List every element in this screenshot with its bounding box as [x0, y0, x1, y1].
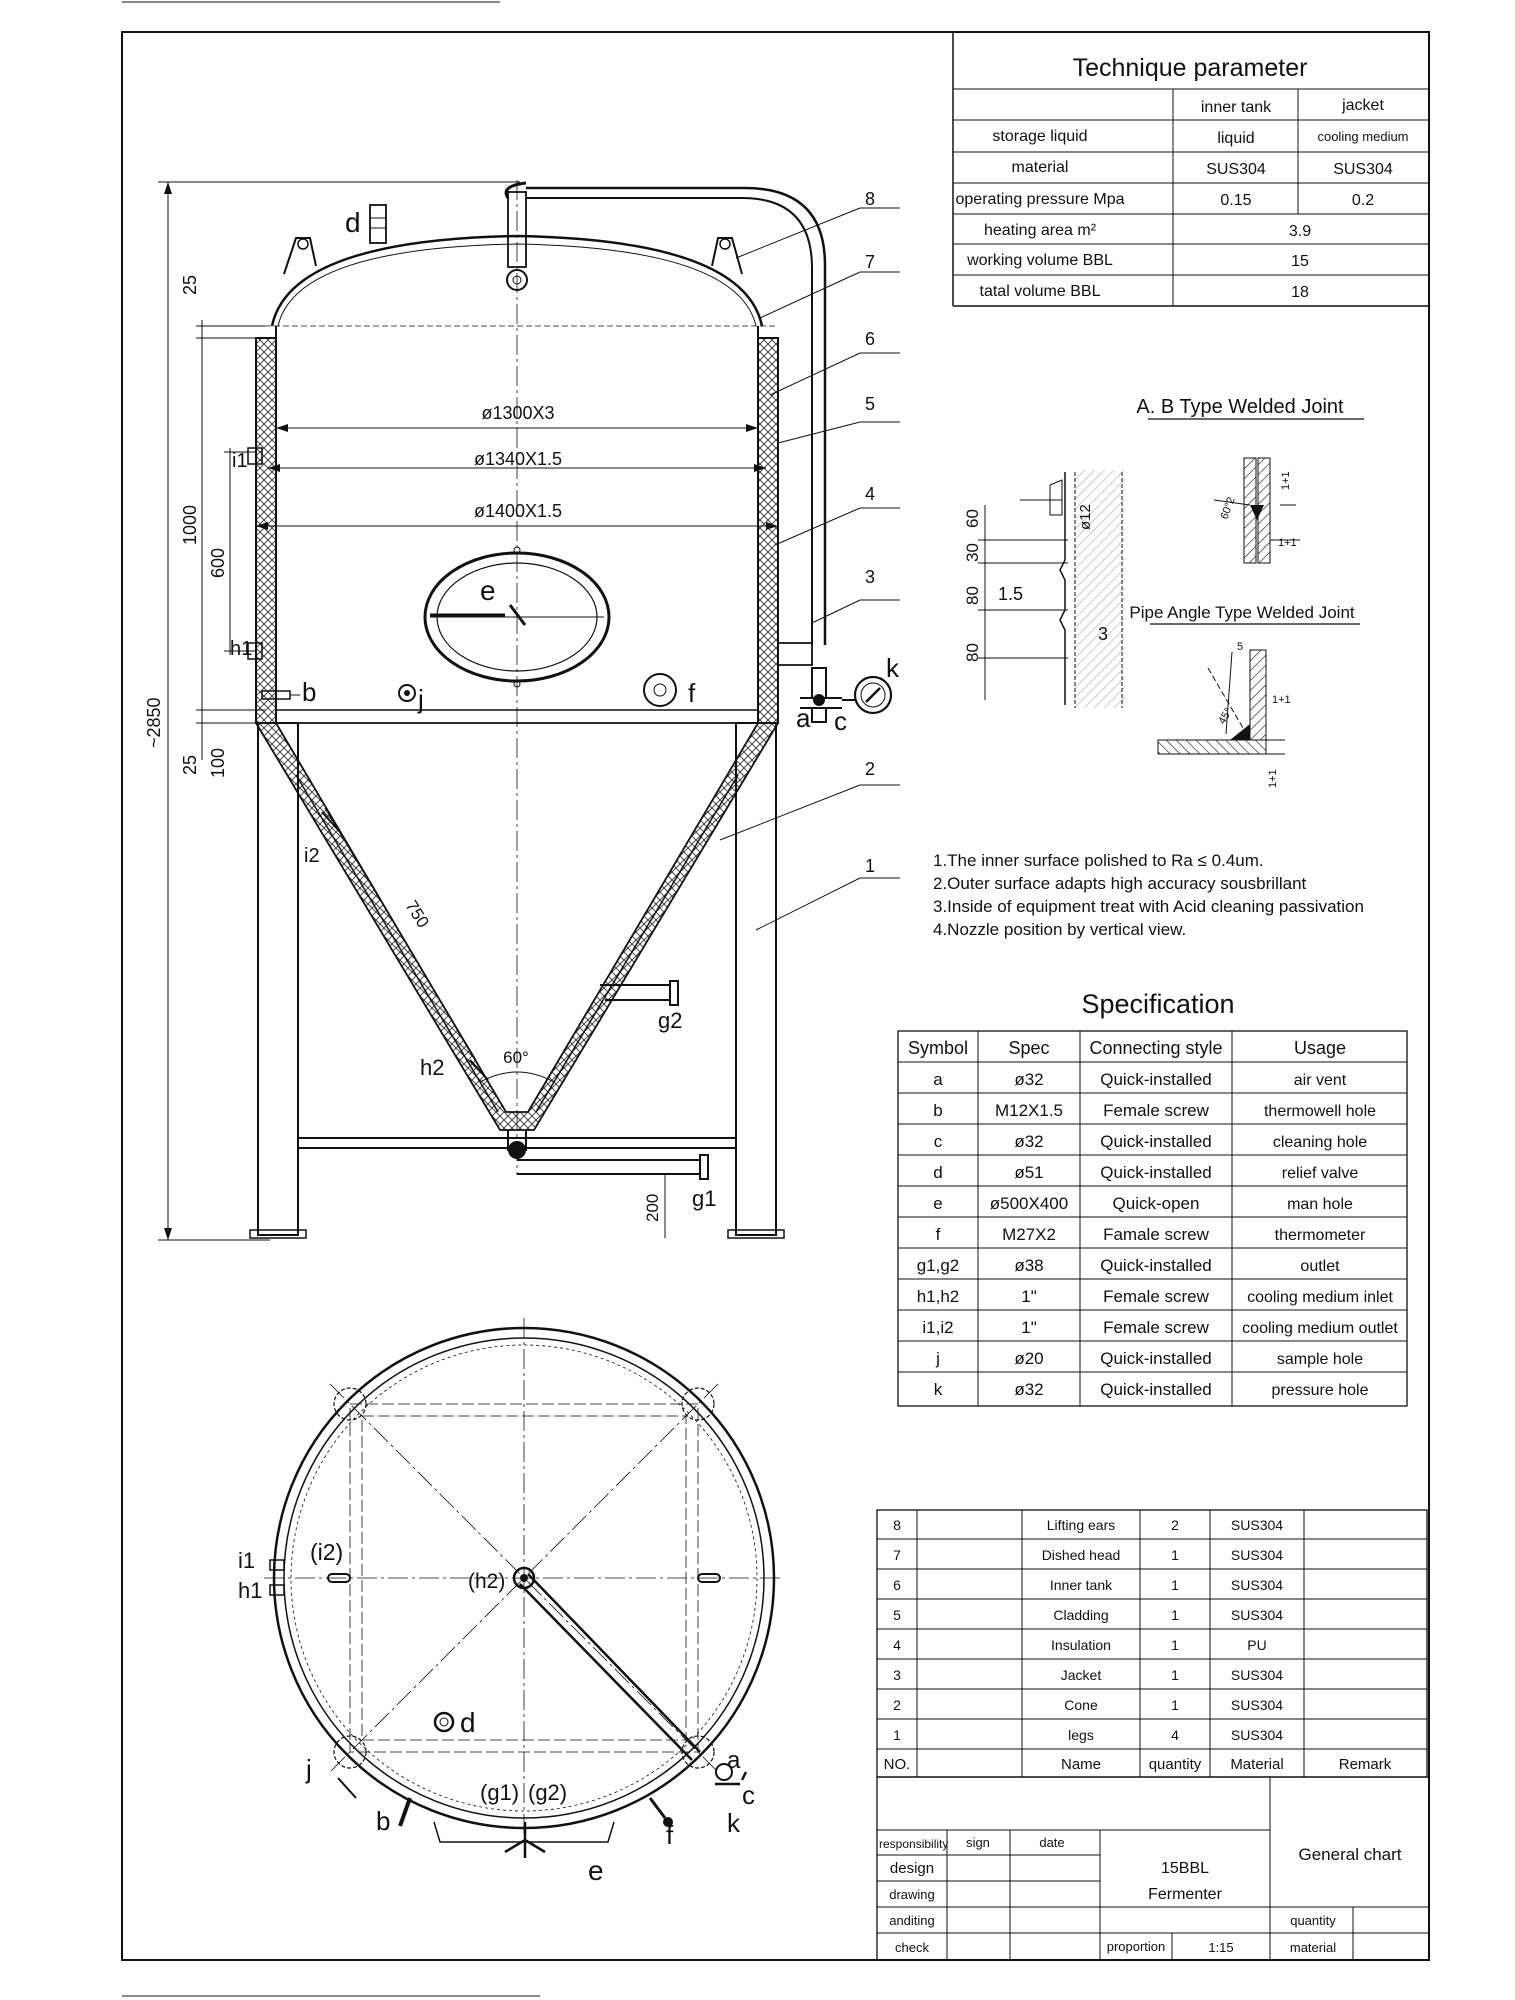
dim-leg-200: 200 — [643, 1193, 662, 1222]
spec-connection: Female screw — [1103, 1287, 1209, 1306]
tb-responsibility: responsibility — [879, 1837, 949, 1851]
dim-25-bottom: 25 — [180, 754, 200, 775]
spec-symbol: c — [933, 1132, 943, 1151]
part-quantity: 1 — [1171, 1697, 1179, 1713]
spec-usage: cleaning hole — [1272, 1134, 1368, 1151]
technique-col-inner: inner tank — [1200, 99, 1272, 116]
technique-row-label: material — [1011, 159, 1069, 176]
technique-row-label: working volume BBL — [967, 252, 1113, 269]
note-line: 3.Inside of equipment treat with Acid cleaning passivation — [933, 897, 1364, 916]
plan-label-i1: i1 — [238, 1548, 256, 1573]
plan-view — [238, 1318, 784, 1886]
spec-symbol: a — [933, 1070, 943, 1089]
weld-label: 1+1 — [1280, 471, 1292, 490]
part-name: Cone — [1064, 1697, 1098, 1713]
spec-connection: Quick-installed — [1100, 1132, 1212, 1151]
spec-connection: Female screw — [1103, 1318, 1209, 1337]
spec-usage: air vent — [1293, 1072, 1347, 1089]
note-line: 1.The inner surface polished to Ra ≤ 0.4um. — [933, 851, 1264, 870]
ab-joint-title: A. B Type Welded Joint — [1136, 396, 1344, 418]
spec-connection: Quick-open — [1112, 1194, 1200, 1213]
weld-label: 5 — [1237, 641, 1244, 653]
tb-sign: sign — [966, 1835, 990, 1850]
spec-size: ø500X400 — [989, 1194, 1069, 1213]
part-quantity: 2 — [1171, 1517, 1179, 1533]
part-name: legs — [1068, 1727, 1094, 1743]
spec-usage: outlet — [1300, 1258, 1340, 1275]
specification-title: Specification — [1081, 989, 1235, 1019]
technique-row-label: heating area m² — [983, 222, 1097, 239]
spec-symbol: e — [933, 1194, 943, 1213]
technique-row-inner: 0.15 — [1220, 192, 1252, 209]
part-material: SUS304 — [1230, 1667, 1284, 1683]
part-name: Lifting ears — [1046, 1517, 1116, 1533]
spec-usage: thermowell hole — [1263, 1103, 1377, 1120]
weld-label: 1+1 — [1272, 694, 1291, 706]
technique-row-label: tatal volume BBL — [979, 283, 1101, 300]
plan-label-d: d — [460, 1707, 476, 1738]
plan-label-j: j — [306, 1754, 312, 1784]
tb-material: material — [1289, 1940, 1337, 1955]
technique-row-label: operating pressure Mpa — [955, 191, 1125, 208]
elevation-view — [144, 180, 900, 1240]
plan-label-k: k — [727, 1808, 740, 1838]
tb-proportion: proportion — [1106, 1939, 1166, 1954]
weld-label: 1+1 — [1267, 769, 1279, 788]
dim-100: 100 — [208, 747, 228, 778]
parts-header: Remark — [1338, 1756, 1392, 1773]
callout-number: 8 — [864, 189, 876, 209]
label-i2: i2 — [304, 845, 320, 867]
spec-size: M12X1.5 — [994, 1101, 1064, 1120]
spec-header: Spec — [1008, 1038, 1050, 1058]
part-material: SUS304 — [1230, 1727, 1284, 1743]
note-line: 4.Nozzle position by vertical view. — [933, 920, 1187, 939]
spec-size: ø20 — [1014, 1349, 1044, 1368]
spec-size: M27X2 — [1002, 1225, 1056, 1244]
dim-cone-angle: 60° — [503, 1048, 529, 1067]
label-k: k — [886, 653, 899, 683]
dim-1000: 1000 — [180, 504, 200, 545]
part-quantity: 1 — [1171, 1637, 1179, 1653]
spec-connection: Quick-installed — [1100, 1163, 1212, 1182]
plan-label-g1-paren: (g1) — [480, 1780, 520, 1805]
part-number: 5 — [893, 1607, 901, 1623]
spec-symbol: j — [936, 1349, 940, 1368]
jacket-dim: 1.5 — [998, 584, 1024, 604]
part-quantity: 1 — [1171, 1577, 1179, 1593]
part-name: Jacket — [1060, 1667, 1102, 1683]
technique-row-span: 15 — [1291, 253, 1309, 270]
plan-label-h1: h1 — [238, 1578, 263, 1603]
spec-usage: cooling medium outlet — [1242, 1320, 1398, 1337]
part-name: Cladding — [1053, 1607, 1109, 1623]
tb-drawing: drawing — [889, 1887, 935, 1902]
jacket-dim: ø12 — [1077, 504, 1094, 530]
part-number: 2 — [893, 1697, 901, 1713]
weld-label: 45° — [1216, 706, 1235, 727]
spec-header: Symbol — [907, 1038, 969, 1058]
part-number: 4 — [893, 1637, 901, 1653]
label-h1: h1 — [230, 638, 253, 660]
spec-symbol: f — [935, 1225, 941, 1244]
dim-mid-diameter: ø1340X1.5 — [473, 449, 563, 469]
spec-symbol: k — [933, 1380, 943, 1399]
label-c: c — [834, 706, 847, 736]
spec-usage: cooling medium inlet — [1247, 1289, 1393, 1306]
spec-header: Connecting style — [1089, 1038, 1223, 1058]
notes — [933, 851, 1364, 939]
label-g2: g2 — [658, 1008, 683, 1033]
label-j: j — [418, 684, 424, 714]
spec-connection: Female screw — [1103, 1101, 1209, 1120]
part-quantity: 1 — [1171, 1547, 1179, 1563]
technique-row-jacket: 0.2 — [1351, 192, 1375, 209]
part-material: SUS304 — [1230, 1607, 1284, 1623]
parts-header: NO. — [883, 1756, 911, 1773]
jacket-dim: 3 — [1098, 624, 1109, 644]
part-material: SUS304 — [1230, 1547, 1284, 1563]
spec-usage: relief valve — [1281, 1165, 1359, 1182]
parts-header: Name — [1060, 1756, 1102, 1773]
callout-number: 6 — [864, 329, 876, 349]
spec-size: ø32 — [1014, 1132, 1044, 1151]
label-g1: g1 — [692, 1186, 717, 1211]
tb-product-line2: Fermenter — [1148, 1886, 1222, 1903]
part-material: SUS304 — [1230, 1517, 1284, 1533]
part-number: 7 — [893, 1547, 901, 1563]
part-material: PU — [1247, 1637, 1267, 1653]
tb-design: design — [889, 1860, 935, 1877]
plan-label-a: a — [727, 1747, 741, 1774]
spec-connection: Quick-installed — [1100, 1070, 1212, 1089]
part-name: Insulation — [1051, 1637, 1111, 1653]
plan-label-g2-paren: (g2) — [528, 1780, 568, 1805]
parts-header: Material — [1230, 1756, 1284, 1773]
spec-connection: Quick-installed — [1100, 1349, 1212, 1368]
spec-header: Usage — [1293, 1038, 1347, 1058]
tb-quantity: quantity — [1290, 1913, 1336, 1928]
part-material: SUS304 — [1230, 1577, 1284, 1593]
plan-label-c: c — [742, 1780, 755, 1810]
dim-overall-height: ~2850 — [144, 697, 164, 748]
dim-25-top: 25 — [180, 274, 200, 295]
spec-symbol: b — [933, 1101, 943, 1120]
jacket-dim: 80 — [963, 643, 982, 662]
spec-usage: sample hole — [1276, 1351, 1364, 1368]
technique-row-label: storage liquid — [992, 128, 1088, 145]
part-number: 1 — [893, 1727, 901, 1743]
callout-number: 1 — [864, 856, 876, 876]
label-h2: h2 — [420, 1055, 445, 1080]
dim-cone-length: 750 — [401, 897, 433, 932]
spec-symbol: i1,i2 — [922, 1318, 954, 1337]
tb-product-line1: 15BBL — [1160, 1860, 1210, 1877]
spec-size: 1" — [1021, 1318, 1037, 1337]
part-material: SUS304 — [1230, 1697, 1284, 1713]
spec-size: 1" — [1021, 1287, 1037, 1306]
spec-connection: Quick-installed — [1100, 1380, 1212, 1399]
pipe-joint-title: Pipe Angle Type Welded Joint — [1129, 603, 1355, 622]
weld-label: 60°2 — [1218, 495, 1238, 522]
technique-row-jacket: cooling medium — [1317, 129, 1409, 144]
dim-inner-diameter: ø1300X3 — [481, 403, 555, 423]
tb-chart: General chart — [1298, 1845, 1402, 1864]
weld-label: 1+1 — [1278, 537, 1297, 549]
plan-label-b: b — [376, 1806, 391, 1836]
specification-rows — [917, 1070, 1399, 1399]
callout-number: 4 — [864, 484, 876, 504]
callout-number: 7 — [864, 252, 876, 272]
part-quantity: 4 — [1171, 1727, 1179, 1743]
label-f: f — [688, 678, 696, 708]
note-line: 2.Outer surface adapts high accuracy sousbrillant — [933, 874, 1307, 893]
spec-symbol: g1,g2 — [916, 1256, 960, 1275]
part-name: Inner tank — [1049, 1577, 1113, 1593]
part-number: 6 — [893, 1577, 901, 1593]
technique-title: Technique parameter — [1072, 54, 1308, 82]
jacket-dim: 80 — [963, 586, 982, 605]
plan-label-i2-paren: (i2) — [310, 1539, 344, 1565]
tb-date: date — [1039, 1835, 1065, 1850]
tb-auditing: anditing — [889, 1913, 935, 1928]
title-block — [877, 1777, 1429, 1960]
label-d: d — [345, 207, 361, 238]
spec-usage: thermometer — [1274, 1227, 1366, 1244]
part-number: 8 — [893, 1517, 901, 1533]
label-a: a — [796, 703, 811, 733]
technique-table — [953, 32, 1429, 306]
part-number: 3 — [893, 1667, 901, 1683]
dim-outer-diameter: ø1400X1.5 — [473, 501, 563, 521]
technique-row-inner: liquid — [1217, 130, 1255, 147]
spec-connection: Quick-installed — [1100, 1256, 1212, 1275]
parts-list — [877, 1510, 1427, 1777]
tb-scale: 1:15 — [1208, 1940, 1234, 1955]
spec-symbol: d — [933, 1163, 943, 1182]
label-i1: i1 — [232, 450, 248, 472]
jacket-dim: 30 — [963, 543, 982, 562]
welded-joint-details — [963, 396, 1364, 788]
dim-600: 600 — [208, 547, 228, 578]
callout-number: 3 — [864, 567, 876, 587]
spec-usage: pressure hole — [1271, 1382, 1369, 1399]
plan-label-h2-paren: (h2) — [468, 1570, 506, 1593]
parts-header: quantity — [1148, 1756, 1202, 1773]
spec-size: ø32 — [1014, 1070, 1044, 1089]
spec-symbol: h1,h2 — [916, 1287, 960, 1306]
technique-row-inner: SUS304 — [1206, 161, 1266, 178]
technique-row-span: 18 — [1291, 284, 1309, 301]
part-quantity: 1 — [1171, 1607, 1179, 1623]
spec-usage: man hole — [1287, 1196, 1353, 1213]
label-b: b — [302, 677, 317, 707]
part-quantity: 1 — [1171, 1667, 1179, 1683]
tb-check: check — [895, 1940, 929, 1955]
label-e: e — [480, 575, 496, 606]
jacket-dim: 60 — [963, 509, 982, 528]
parts-rows — [893, 1517, 1283, 1743]
technique-row-span: 3.9 — [1288, 223, 1312, 240]
plan-label-e: e — [588, 1855, 604, 1886]
spec-connection: Famale screw — [1103, 1225, 1209, 1244]
callout-number: 2 — [864, 759, 876, 779]
part-name: Dished head — [1041, 1547, 1121, 1563]
technique-row-jacket: SUS304 — [1333, 161, 1393, 178]
plan-label-f: f — [666, 1820, 674, 1850]
spec-size: ø51 — [1014, 1163, 1044, 1182]
spec-size: ø32 — [1014, 1380, 1044, 1399]
callout-number: 5 — [864, 394, 876, 414]
spec-size: ø38 — [1014, 1256, 1044, 1275]
technique-col-jacket: jacket — [1342, 97, 1384, 114]
